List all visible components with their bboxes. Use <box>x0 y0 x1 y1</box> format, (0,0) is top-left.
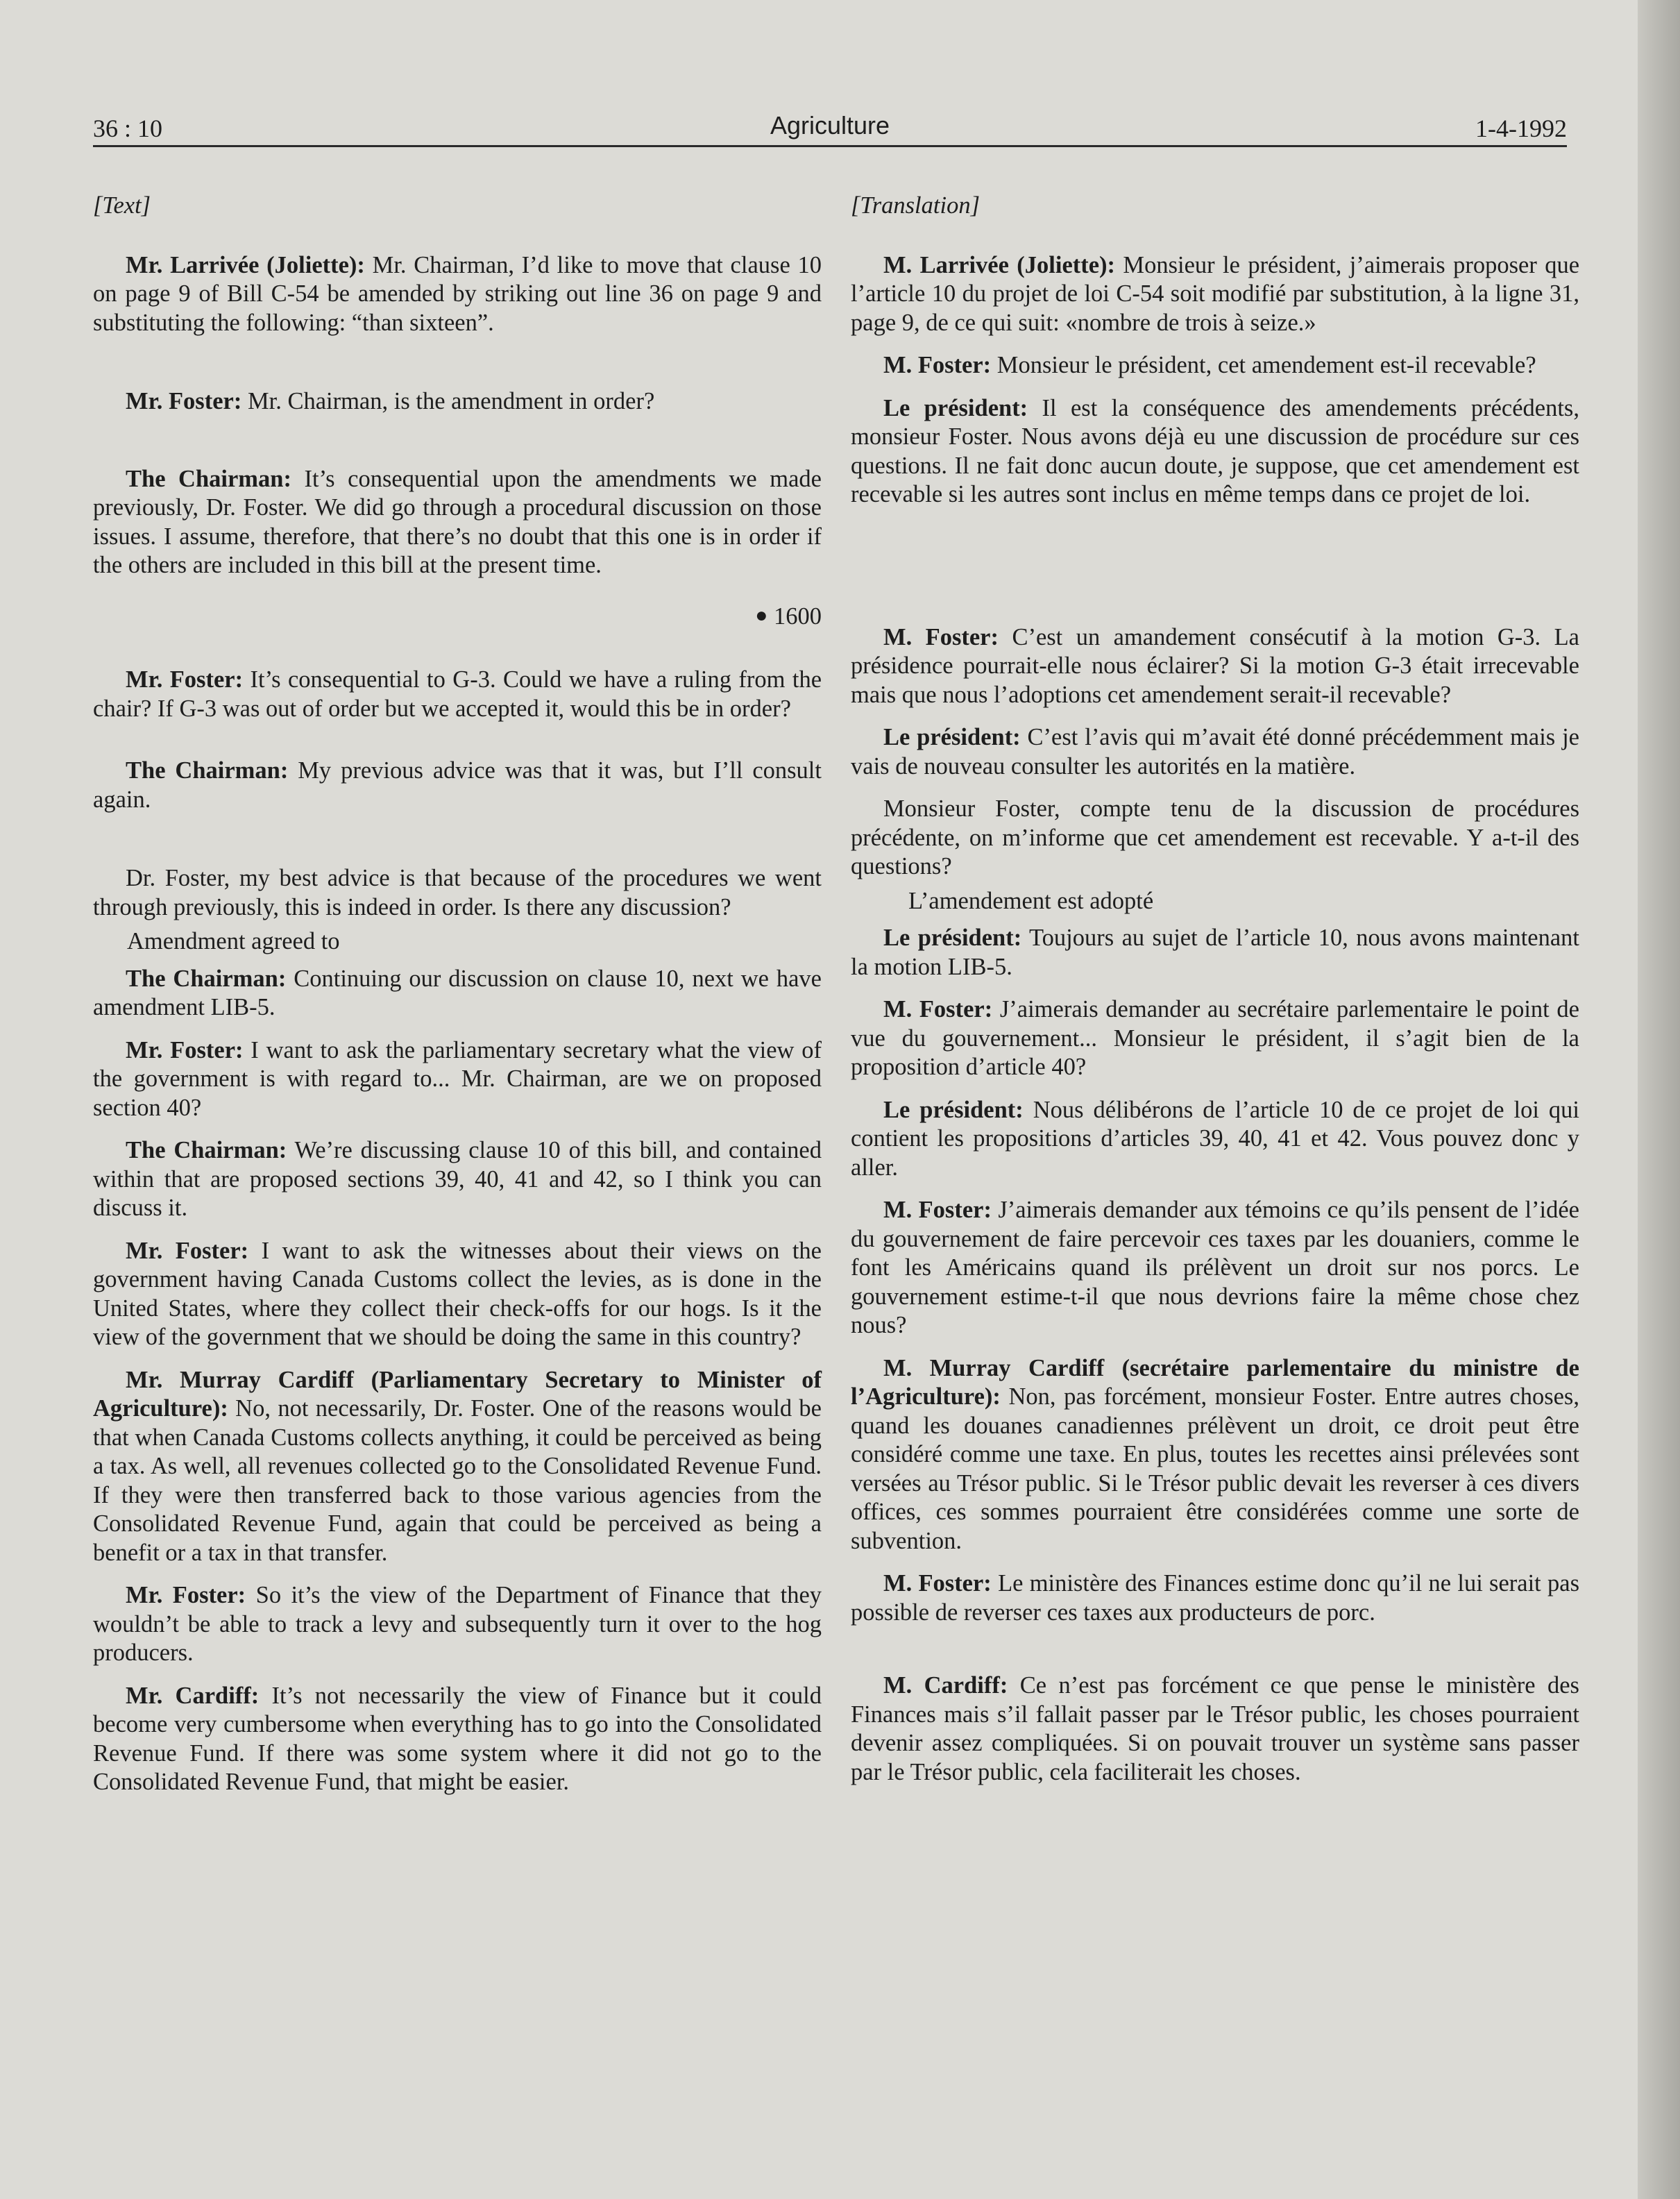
speech-text: We’re discussing clause 10 of this bill, and contained within that are proposed sections 39, 40, 41 and 42, so I think you can discuss it. <box>93 1137 822 1221</box>
speaker-name: Mr. Foster: <box>126 1036 244 1063</box>
speech-paragraph <box>93 666 822 723</box>
speech-paragraph <box>93 1366 822 1568</box>
speech-text: Monsieur Foster, compte tenu de la discussion de procédures précédente, on m’informe que cet amendement est recevable. Y a-t-il des questions? <box>851 795 1579 879</box>
speech-text: Le ministère des Finances estime donc qu’il ne lui serait pas possible de reverser ces taxes aux producteurs de porc. <box>851 1570 1580 1626</box>
speaker-name: Le président: <box>883 1096 1024 1123</box>
speaker-name: M. Foster: <box>883 1570 992 1596</box>
speaker-name: Mr. Cardiff: <box>126 1682 260 1709</box>
speech-text: I want to ask the witnesses about their views on the government having Canada Customs collect the levies, as is done in the United States, where they collect their check-offs for our hogs. Is it the view of the government that we should be doing the same in this country? <box>93 1237 822 1350</box>
speech-paragraph <box>851 795 1579 882</box>
column-tag: [Translation] <box>851 192 980 219</box>
header-title: Agriculture <box>770 111 890 140</box>
speech-paragraph <box>851 394 1579 509</box>
header-date: 1-4-1992 <box>1475 115 1567 142</box>
speech-paragraph <box>851 351 1579 380</box>
speech-text: C’est l’avis qui m’avait été donné précédemment mais je vais de nouveau consulter les autorités en la matière. <box>851 724 1579 780</box>
speech-text: Monsieur le président, cet amendement est-il recevable? <box>991 352 1536 378</box>
speech-paragraph <box>851 723 1579 781</box>
page-edge <box>1638 0 1680 2199</box>
header-rule <box>93 145 1567 147</box>
speech-text: It’s consequential upon the amendments we made previously, Dr. Foster. We did go through a procedural discussion on those issues. I assume, therefore, that there’s no doubt that this one is in order if the others are included in this bill at the present time. <box>93 465 822 578</box>
speech-paragraph <box>93 1581 822 1668</box>
speech-paragraph <box>851 1569 1579 1627</box>
speaker-name: Mr. Murray Cardiff (Parliamentary Secretary to Minister of Agriculture): <box>93 1366 822 1422</box>
speech-paragraph <box>851 623 1579 710</box>
speech-paragraph <box>93 465 822 580</box>
speaker-name: M. Larrivée (Joliette): <box>883 251 1116 278</box>
speech-paragraph <box>851 924 1579 981</box>
speech-paragraph <box>93 1682 822 1797</box>
page-header <box>93 108 1567 147</box>
speaker-name: Mr. Foster: <box>126 1582 246 1608</box>
motion-result <box>851 887 1579 916</box>
time-marker-text: 1600 <box>774 603 822 630</box>
speaker-name: M. Foster: <box>883 1197 992 1223</box>
speech-text: C’est un amandement consécutif à la motion G-3. La présidence pourrait-elle nous éclairer? Si la motion G-3 était irrecevable mais que nous l’adoptions cet amendement serait-il recevable? <box>851 623 1579 708</box>
speaker-name: Mr. Foster: <box>126 1237 249 1264</box>
column-tag: [Text] <box>93 192 151 219</box>
speaker-name: Le président: <box>883 394 1028 421</box>
speech-text: Nous délibérons de l’article 10 de ce projet de loi qui contient les propositions d’articles 39, 40, 41 et 42. Vous pouvez donc y aller. <box>851 1096 1579 1181</box>
page-number: 36 : 10 <box>93 115 163 142</box>
motion-result-text: L’amendement est adopté <box>908 887 1154 914</box>
speech-text: No, not necessarily, Dr. Foster. One of the reasons would be that when Canada Customs collects anything, it could be perceived as being a tax. As well, all revenues collected go to the Consolidated Revenue Fund. If they were then transferred back to those various agencies from the Consolidated Revenue Fund, again that could be perceived as being a benefit or a tax in that transfer. <box>93 1395 822 1566</box>
bullet-icon: ● <box>755 603 768 627</box>
speech-text: So it’s the view of the Department of Finance that they wouldn’t be able to track a levy and subsequently turn it over to the hog producers. <box>93 1582 822 1666</box>
speaker-name: Le président: <box>883 724 1021 750</box>
speaker-name: Mr. Foster: <box>126 388 242 414</box>
french-column <box>851 187 1579 1787</box>
speech-paragraph <box>851 1671 1579 1787</box>
speech-paragraph <box>93 757 822 814</box>
time-marker <box>93 601 822 632</box>
speech-text: J’aimerais demander aux témoins ce qu’ils pensent de l’idée du gouvernement de faire percevoir ces taxes par les douaniers, comme le font les Américains quand ils prélèvent un droit sur nos porcs. Le gouvernement estime-t-il que nous devrions faire la même chose chez nous? <box>851 1197 1579 1338</box>
speech-paragraph <box>93 864 822 922</box>
motion-result-text: Amendment agreed to <box>127 928 340 954</box>
speech-text: J’aimerais demander au secrétaire parlementaire le point de vue du gouvernement... Monsieur le président, il s’agit bien de la proposition d’article 40? <box>851 996 1579 1080</box>
english-column <box>93 187 822 1797</box>
speech-text: Mr. Chairman, is the amendment in order? <box>241 388 655 414</box>
speech-text: Non, pas forcément, monsieur Foster. Entre autres choses, quand les douanes canadiennes prélèvent un droit, ce droit peut être considéré comme une taxe. En plus, toutes les recettes ainsi prélevées sont versées au Trésor public. Si le Trésor public devait les reverser à ces divers offices, ces sommes pourraient être considérées comme une sorte de subvention. <box>851 1383 1579 1554</box>
speaker-name: The Chairman: <box>126 965 287 992</box>
speech-text: Toujours au sujet de l’article 10, nous avons maintenant la motion LIB-5. <box>851 925 1579 980</box>
speech-paragraph <box>851 1096 1579 1183</box>
speaker-name: The Chairman: <box>126 757 289 784</box>
motion-result <box>93 927 822 957</box>
speaker-name: M. Foster: <box>883 996 993 1022</box>
speech-paragraph <box>851 1354 1579 1556</box>
speaker-name: Mr. Larrivée (Joliette): <box>126 251 365 278</box>
speech-text: Il est la conséquence des amendements précédents, monsieur Foster. Nous avons déjà eu une discussion de procédure sur ces questions. Il ne fait donc aucun doute, je suppose, que cet amendement est recevable si les autres sont inclus en même temps dans ce projet de loi. <box>851 394 1579 507</box>
speech-paragraph <box>93 1237 822 1352</box>
speech-text: Dr. Foster, my best advice is that because of the procedures we went through previously, this is indeed in order. Is there any discussion? <box>93 865 822 920</box>
speaker-name: Mr. Foster: <box>126 666 244 693</box>
speech-text: It’s consequential to G-3. Could we have a ruling from the chair? If G-3 was out of order but we accepted it, would this be in order? <box>93 666 822 722</box>
speech-text: Mr. Chairman, I’d like to move that clause 10 on page 9 of Bill C-54 be amended by striking out line 36 on page 9 and substituting the following: “than sixteen”. <box>93 251 822 336</box>
speech-text: Continuing our discussion on clause 10, next we have amendment LIB-5. <box>93 965 822 1020</box>
speaker-name: M. Cardiff: <box>883 1672 1008 1699</box>
speaker-name: M. Foster: <box>883 352 992 378</box>
speech-text: Ce n’est pas forcément ce que pense le ministère des Finances mais s’il fallait passer par le Trésor public, les choses pourraient devenir assez compliquées. Si on pouvait trouver un système sans passer par le Trésor public, cela faciliterait les choses. <box>851 1672 1579 1785</box>
speech-paragraph <box>851 995 1579 1082</box>
speech-paragraph <box>93 251 822 338</box>
speech-paragraph <box>851 1196 1579 1340</box>
speaker-name: The Chairman: <box>126 1137 287 1163</box>
speech-paragraph <box>93 1136 822 1223</box>
speech-text: It’s not necessarily the view of Finance but it could become very cumbersome when everything has to go into the Consolidated Revenue Fund. If there was some system where it did not go to the Consolidated Revenue Fund, that might be easier. <box>93 1682 822 1795</box>
speech-text: I want to ask the parliamentary secretary what the view of the government is with regard to... Mr. Chairman, are we on proposed section 40? <box>93 1036 822 1121</box>
speaker-name: Le président: <box>883 925 1022 951</box>
speech-paragraph <box>93 1036 822 1123</box>
speaker-name: M. Murray Cardiff (secrétaire parlementaire du ministre de l’Agriculture): <box>851 1354 1579 1410</box>
speech-text: My previous advice was that it was, but I’ll consult again. <box>93 757 822 813</box>
speaker-name: M. Foster: <box>883 623 999 650</box>
speaker-name: The Chairman: <box>126 465 291 492</box>
speech-text: Monsieur le président, j’aimerais proposer que l’article 10 du projet de loi C-54 soit modifié par substitution, à la ligne 31, page 9, de ce qui suit: «nombre de trois à seize.» <box>851 251 1580 336</box>
speech-paragraph <box>93 965 822 1022</box>
speech-paragraph <box>93 387 822 416</box>
speech-paragraph <box>851 251 1579 338</box>
